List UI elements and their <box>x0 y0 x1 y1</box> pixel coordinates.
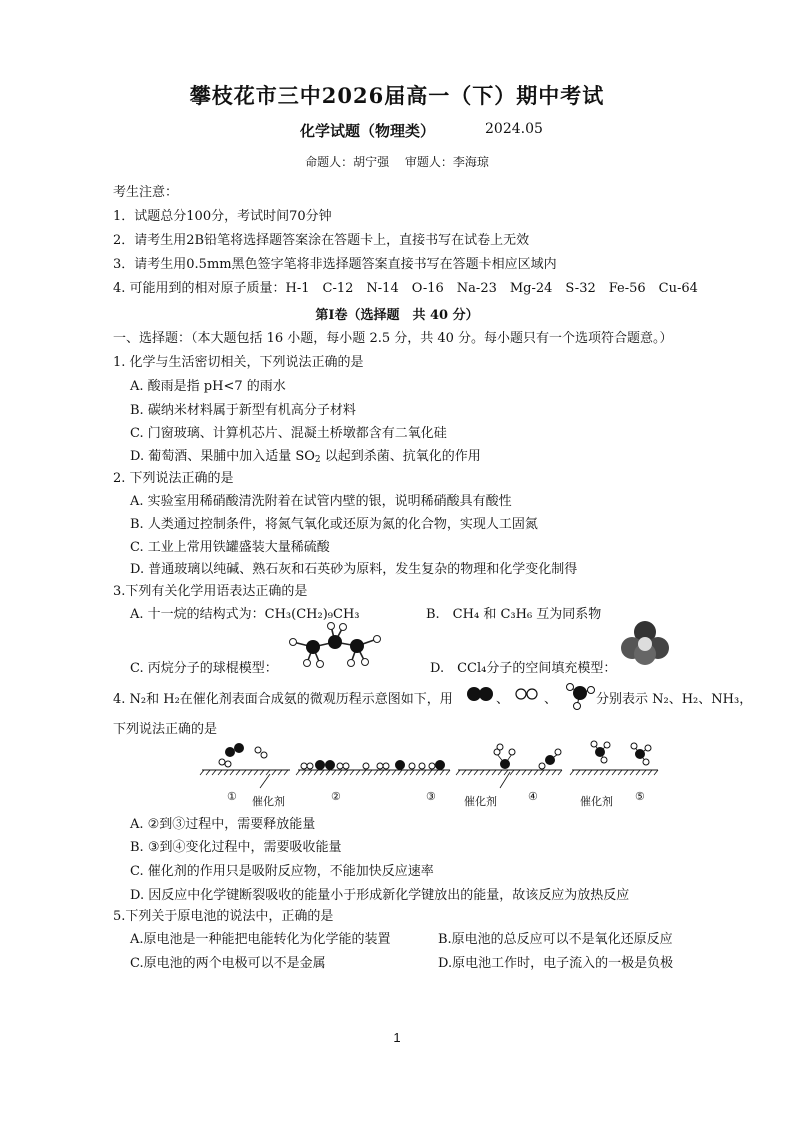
propane-ball-stick-icon <box>285 622 385 668</box>
diagram-stage-label: ① <box>227 790 237 803</box>
question-3-stem: 3.下列有关化学用语表达正确的是 <box>113 584 308 599</box>
question-4-option-d: D. 因反应中化学键断裂吸收的能量小于形成新化学键放出的能量，故该反应为放热反应 <box>130 888 630 903</box>
question-4-option-a: A. ②到③过程中，需要释放能量 <box>130 817 316 832</box>
question-5-option-b: B.原电池的总反应可以不是氧化还原反应 <box>438 932 673 947</box>
exam-authors: 命题人：胡宁强 审题人：李海琼 <box>305 155 489 169</box>
question-5-stem: 5.下列关于原电池的说法中，正确的是 <box>113 909 334 924</box>
question-2-option-d: D. 普通玻璃以纯碱、熟石灰和石英砂为原料，发生复杂的物理和化学变化制得 <box>130 562 578 577</box>
question-1-stem: 1. 化学与生活密切相关，下列说法正确的是 <box>113 355 364 370</box>
section-title: 第Ⅰ卷（选择题 共 40 分） <box>315 308 479 323</box>
diagram-catalyst-label: 催化剂 <box>464 795 497 808</box>
ccl4-space-filling-icon <box>620 620 670 666</box>
question-2-option-a: A. 实验室用稀硝酸清洗附着在试管内壁的银，说明稀硝酸具有酸性 <box>130 494 512 509</box>
question-2-stem: 2. 下列说法正确的是 <box>113 471 234 486</box>
section-intro: 一、选择题：（本大题包括 16 小题，每小题 2.5 分，共 40 分。每小题只有一个选项符合题意。） <box>113 331 673 346</box>
question-4-option-b: B. ③到④变化过程中，需要吸收能量 <box>130 840 342 855</box>
notice-heading: 考生注意： <box>113 185 179 200</box>
h2-molecule-icon <box>514 688 540 700</box>
diagram-stage-label: ③ <box>426 790 436 803</box>
notice-item: 2．请考生用2B铅笔将选择题答案涂在答题卡上，直接书写在试卷上无效 <box>113 233 530 248</box>
diagram-stage-label: ⑤ <box>635 790 645 803</box>
question-1-option-d: D. 葡萄酒、果脯中加入适量 $SO_2$ 以起到杀菌、抗氧化的作用 <box>130 449 481 465</box>
question-1-option-a: A. 酸雨是指 pH<7 的雨水 <box>130 379 286 394</box>
legend-separator: 、 <box>496 692 510 707</box>
exam-date: 2024.05 <box>485 121 543 137</box>
question-3-option-d: D. CCl₄分子的空间填充模型： <box>430 661 617 676</box>
notice-item: 3．请考生用0.5mm黑色签字笔将非选择题答案直接书写在答题卡相应区域内 <box>113 257 557 272</box>
question-1-option-b: B. 碳纳米材料属于新型有机高分子材料 <box>130 403 356 418</box>
question-5-option-d: D.原电池工作时，电子流入的一极是负极 <box>438 956 674 971</box>
diagram-stage-label: ② <box>331 790 341 803</box>
question-5-option-c: C.原电池的两个电极可以不是金属 <box>130 956 326 971</box>
question-4-stem-c: 下列说法正确的是 <box>113 722 218 737</box>
diagram-catalyst-label: 催化剂 <box>580 795 613 808</box>
legend-separator: 、 <box>544 692 558 707</box>
question-4-stem-a: 4. N₂和 H₂在催化剂表面合成氨的微观历程示意图如下，用 <box>113 692 453 707</box>
exam-title: 攀枝花市三中2026届高一（下）期中考试 <box>189 83 605 108</box>
diagram-catalyst-label: 催化剂 <box>252 795 285 808</box>
nh3-molecule-icon <box>565 681 595 711</box>
question-4-option-c: C. 催化剂的作用只是吸附反应物，不能加快反应速率 <box>130 864 434 879</box>
question-3-option-a: A. 十一烷的结构式为：CH₃(CH₂)₉CH₃ <box>130 607 360 622</box>
page-number: 1 <box>393 1030 401 1045</box>
question-3-option-b: B. CH₄ 和 C₃H₆ 互为同系物 <box>426 607 602 622</box>
question-1-option-c: C. 门窗玻璃、计算机芯片、混凝土桥墩都含有二氧化硅 <box>130 426 447 441</box>
exam-subtitle: 化学试题（物理类） <box>300 122 436 140</box>
question-2-option-c: C. 工业上常用铁罐盛装大量稀硫酸 <box>130 540 330 555</box>
question-4-stem-b: 分别表示 N₂、H₂、NH₃， <box>596 692 753 707</box>
question-3-option-c: C. 丙烷分子的球棍模型： <box>130 661 278 676</box>
n2-molecule-icon <box>466 686 494 702</box>
diagram-stage-label: ④ <box>528 790 538 803</box>
notice-item: 4. 可能用到的相对原子质量：H-1 C-12 N-14 O-16 Na-23 Mg-24 S-32 Fe-56 Cu-64 <box>113 281 698 296</box>
question-5-option-a: A.原电池是一种能把电能转化为化学能的装置 <box>130 932 391 947</box>
notice-item: 1．试题总分100分，考试时间70分钟 <box>113 209 332 224</box>
question-2-option-b: B. 人类通过控制条件，将氮气氧化或还原为氮的化合物，实现人工固氮 <box>130 517 538 532</box>
